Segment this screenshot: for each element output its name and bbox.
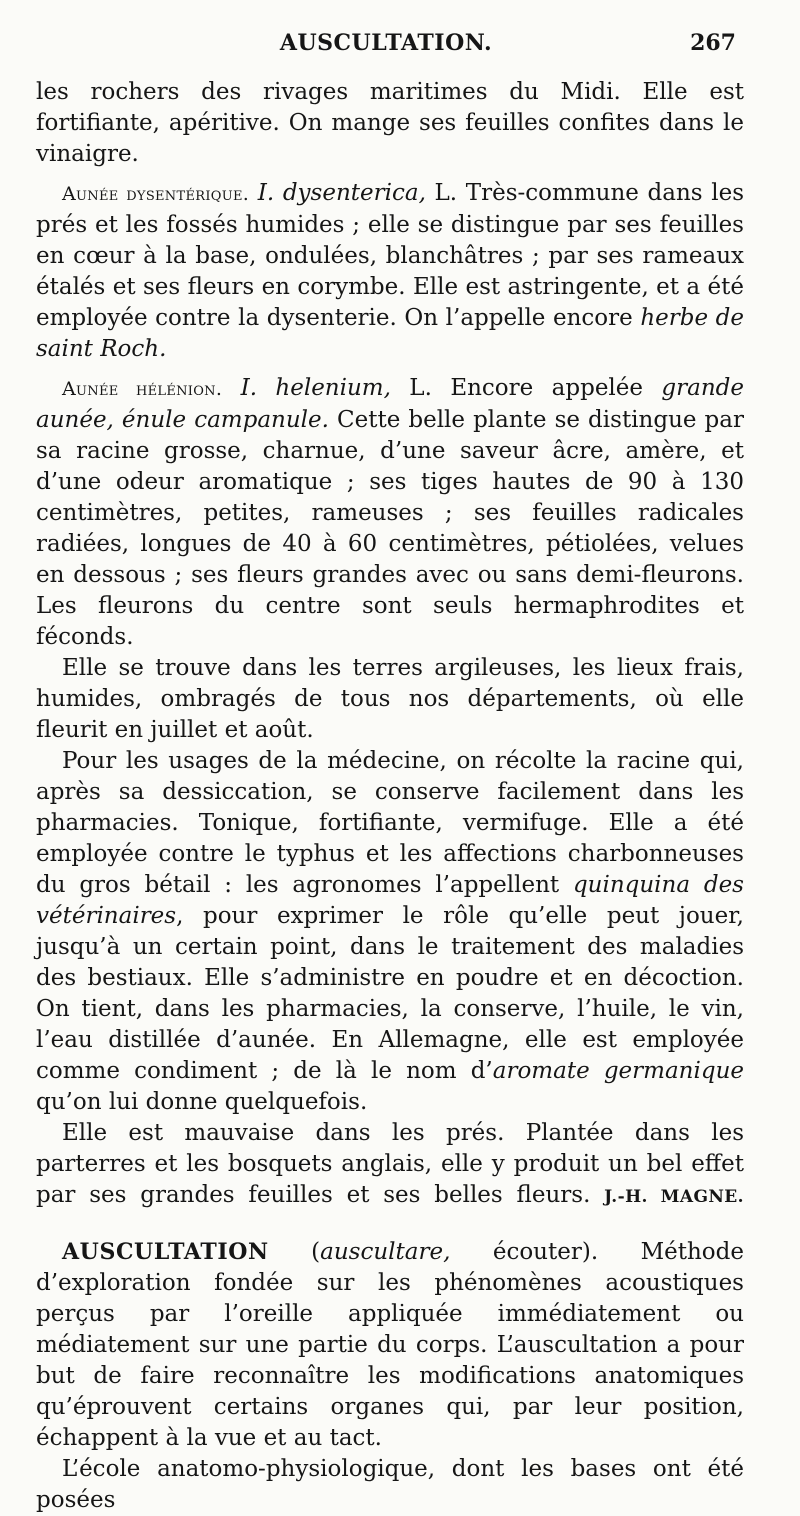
species-author: L. xyxy=(425,180,466,206)
entry-text: Méthode d’exploration fondée sur les phénomènes acoustiques perçus par l’oreille appliquée immédiatement ou médiatement sur une partie du corps. L’auscultation a pour but de faire reconnaître les modifications anatomiques qu’éprouvent certains organes qui, par leur position, échappent à la vue et au tact. xyxy=(36,1239,744,1451)
paragraph-medicine xyxy=(36,746,744,1118)
etymology-latin: auscultare, xyxy=(320,1239,451,1265)
paragraph-closing xyxy=(36,1118,744,1213)
entry-term: AUSCULTATION xyxy=(62,1239,269,1265)
page-header xyxy=(36,30,736,66)
species-name: I. helenium, xyxy=(240,375,391,401)
paragraph-text: Elle est mauvaise dans les prés. Plantée dans les parterres et les bosquets anglais, elle y produit un bel effet par ses grandes feuilles et ses belles fleurs. xyxy=(36,1120,744,1208)
paragraph-school: L’école anatomo-physiologique, dont les bases ont été posées xyxy=(36,1456,744,1513)
entry-aunee-helenion xyxy=(36,373,744,653)
page-body xyxy=(36,77,744,1516)
running-head: AUSCULTATION. xyxy=(279,30,493,56)
entry-auscultation xyxy=(36,1237,744,1454)
etymology-rest: écouter). xyxy=(450,1239,641,1265)
alternate-name: grande aunée, énule campanule. xyxy=(36,375,744,433)
paragraph-habitat: Elle se trouve dans les terres argileuses, les lieux frais, humides, ombragés de tous nos départements, où elle fleurit en juillet et août. xyxy=(36,655,744,743)
italic-term: aromate germanique xyxy=(492,1058,744,1084)
page-number: 267 xyxy=(690,30,736,56)
entry-text: Très-commune dans les prés et les fossés humides ; elle se distingue par ses feuilles en cœur à la base, ondulées, blanchâtres ; par ses rameaux étalés et ses fleurs en corymbe. Elle est astringente, et a été employée contre la dysenterie. On l’appelle encore xyxy=(36,180,745,331)
entry-aunee-dysenterique xyxy=(36,178,744,365)
italic-term: quinquina des vétérinaires xyxy=(36,872,744,929)
common-name: herbe de saint Roch. xyxy=(36,305,744,362)
etymology-open: ( xyxy=(268,1239,321,1265)
paragraph-text: qu’on lui donne quelquefois. xyxy=(36,1089,368,1115)
entry-term: Aunée dysentérique. xyxy=(62,183,250,205)
entry-text: Cette belle plante se distingue par sa racine grosse, charnue, d’une saveur âcre, amère, et d’une odeur aromatique ; ses tiges hautes de 90 à 130 centimètres, petites, rameuses ; ses feuilles radicales radiées, longues de 40 à 60 centimètres, pétiolées, velues en dessous ; ses fleurs grandes avec ou sans demi-fleurons. Les fleurons du centre sont seuls hermaphrodites et féconds. xyxy=(36,407,744,650)
entry-text: Encore appelée xyxy=(450,375,662,401)
paragraph-text: Pour les usages de la médecine, on récolte la racine qui, après sa dessiccation, se conserve facilement dans les pharmacies. Tonique, fortifiante, vermifuge. Elle a été employée contre le typhus et les affections charbonneuses du gros bétail : les agronomes l’appellent xyxy=(36,748,744,898)
species-author: L. xyxy=(390,375,451,401)
author-signature: J.-H. MAGNE. xyxy=(604,1187,744,1207)
entry-term: Aunée hélénion. xyxy=(62,378,223,400)
species-name: I. dysenterica, xyxy=(257,180,426,206)
paragraph-text: , pour exprimer le rôle qu’elle peut jouer, jusqu’à un certain point, dans le traitement des maladies des bestiaux. Elle s’administre en poudre et en décoction. On tient, dans les pharmacies, la conserve, l’huile, le vin, l’eau distillée d’aunée. En Allemagne, elle est employée comme condiment ; de là le nom d’ xyxy=(36,903,744,1084)
paragraph-continuation: les rochers des rivages maritimes du Midi. Elle est fortifiante, apéritive. On mange ses feuilles confites dans le vinaigre. xyxy=(36,79,744,167)
